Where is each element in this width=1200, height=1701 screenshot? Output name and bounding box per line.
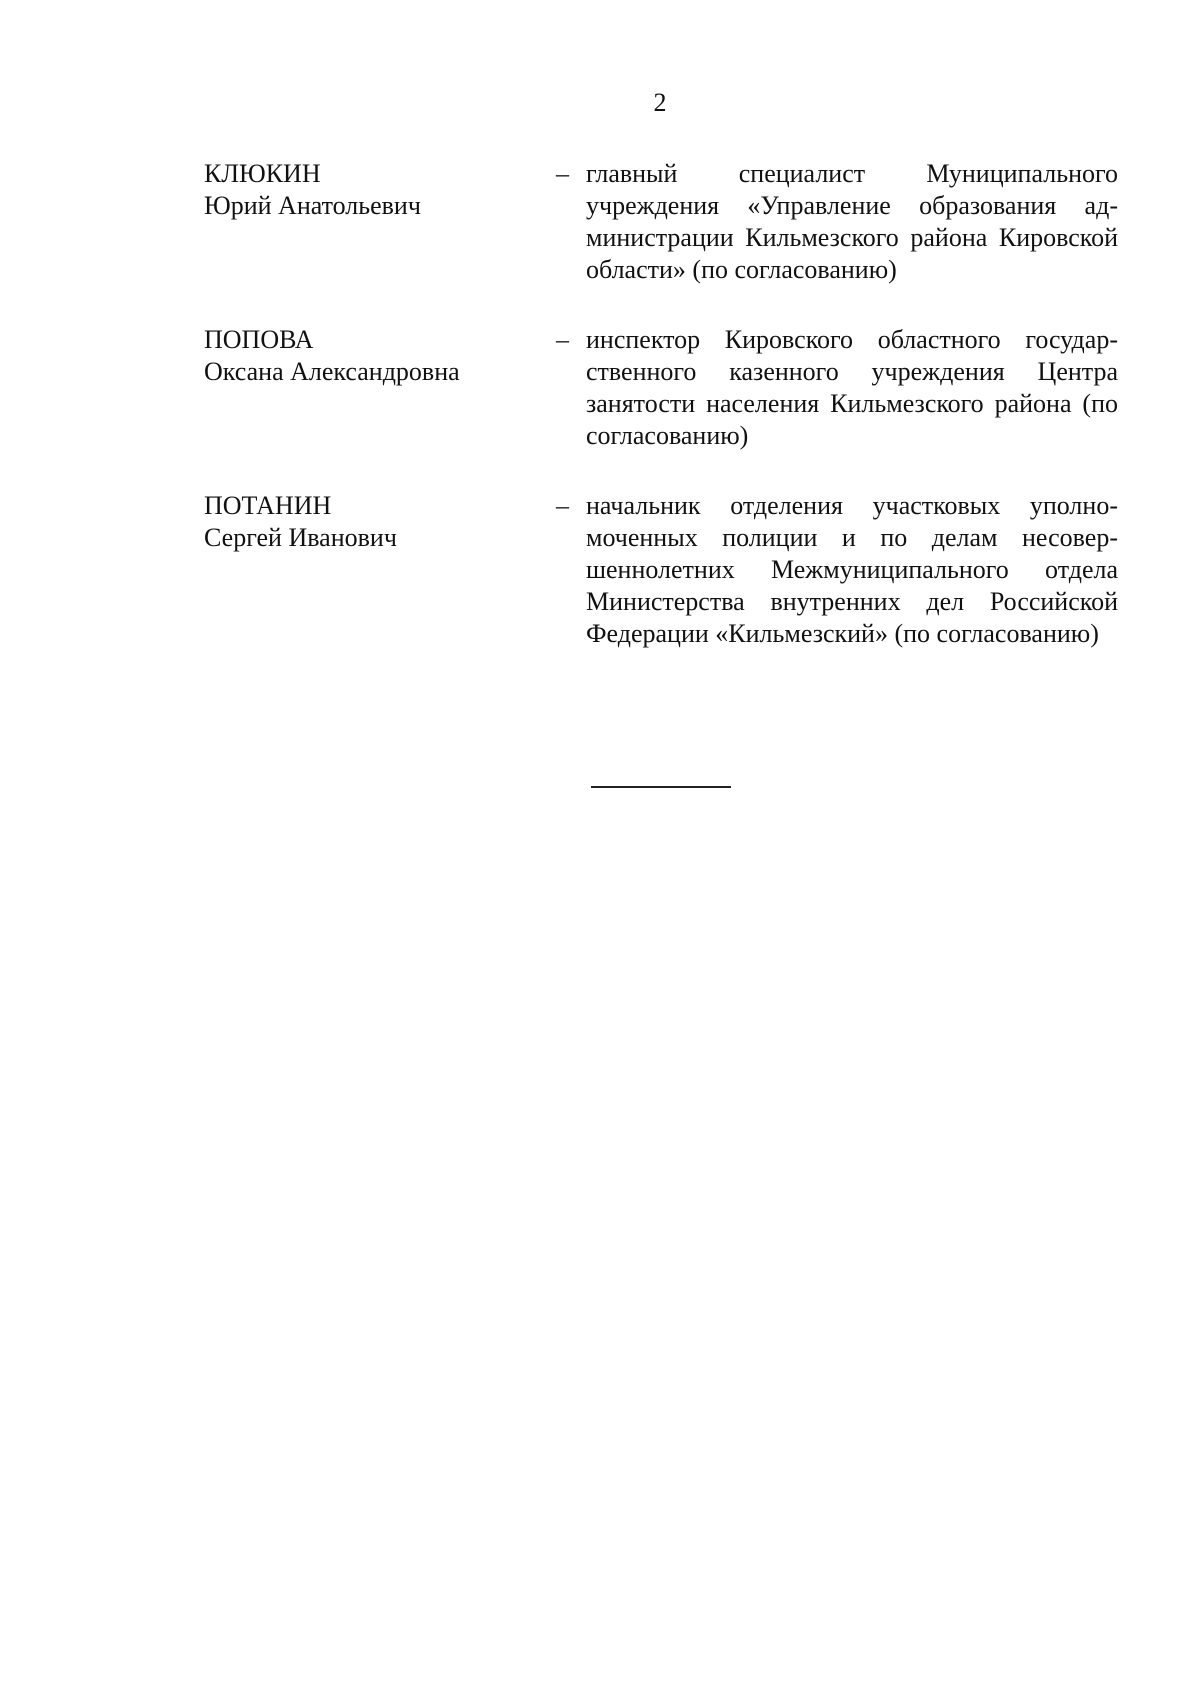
member-name [204, 158, 556, 286]
member-surname: КЛЮКИН [204, 159, 321, 188]
member-position: главный специалист Муниципального учреждения «Управление образования администрации Кильмезского района Кировской области» (по согласованию) [586, 159, 1118, 284]
member-surname: ПОПОВА [204, 325, 314, 354]
member-entry-popova [204, 324, 1122, 452]
member-name [204, 324, 556, 452]
member-name [204, 490, 556, 650]
member-given-names: Юрий Анатольевич [204, 191, 421, 220]
member-entry-klyukin [204, 158, 1122, 286]
member-given-names: Оксана Александровна [204, 357, 460, 386]
member-dash: – [556, 325, 569, 354]
member-position: начальник отделения участковых уполномоченных полиции и по делам несовершеннолетних Межмуниципального отдела Министерства внутренних дел Российской Федерации «Кильмезский» (по согласованию) [586, 491, 1118, 648]
member-dash: – [556, 159, 569, 188]
member-position: инспектор Кировского областного государственного казенного учреждения Центра занятости населения Кильмезского района (по согласованию) [586, 325, 1118, 450]
members-list [204, 158, 1122, 688]
page-number: 2 [653, 88, 667, 117]
member-entry-potanin [204, 490, 1122, 650]
member-given-names: Сергей Иванович [204, 523, 397, 552]
member-dash: – [556, 491, 569, 520]
member-surname: ПОТАНИН [204, 491, 332, 520]
end-of-list-rule [591, 786, 731, 788]
